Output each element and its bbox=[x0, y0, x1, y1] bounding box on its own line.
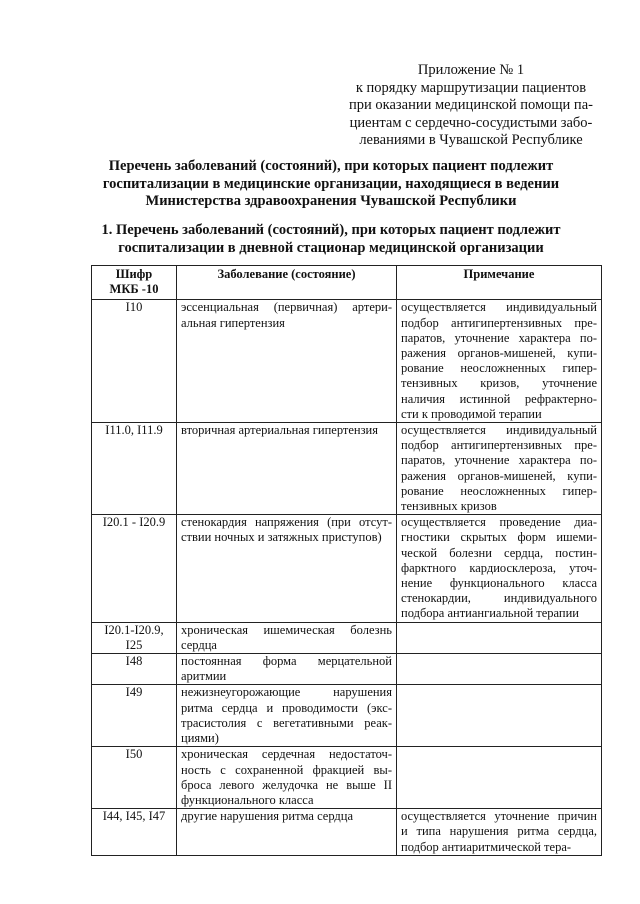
table-row bbox=[92, 809, 602, 856]
note-line: ражения органов-мишеней, купи- bbox=[401, 468, 597, 483]
code-line: I44, I45, I47 bbox=[102, 809, 166, 824]
note-line: подбора антиангиальной терапии bbox=[401, 606, 579, 621]
note-line: осуществляется индивидуальный bbox=[401, 423, 597, 438]
note-line: фарктного кардиосклероза, уточ- bbox=[401, 560, 597, 575]
code-line: I49 bbox=[125, 685, 143, 700]
cell-note bbox=[397, 654, 602, 685]
appendix-line: Приложение № 1 bbox=[417, 62, 525, 78]
disease-line: ритма сердца и проводимости (экс- bbox=[181, 700, 392, 715]
disease-line: эссенциальная (первичная) артери- bbox=[181, 300, 392, 315]
header-code-line: Шифр bbox=[115, 267, 153, 281]
note-line: и типа нарушения ритма сердца, bbox=[401, 824, 597, 839]
disease-line: стенокардия напряжения (при отсут- bbox=[181, 515, 392, 530]
note-line: ческой болезни сердца, постин- bbox=[401, 545, 597, 560]
main-heading-line: Перечень заболеваний (состояний), при которых пациент подлежит bbox=[108, 158, 554, 174]
disease-line: постоянная форма мерцательной bbox=[181, 654, 392, 669]
note-line: ражения органов-мишеней, купи- bbox=[401, 346, 597, 361]
note-line: сти к проводимой терапии bbox=[401, 406, 542, 421]
section-heading-line: 1. Перечень заболеваний (состояний), при которых пациент подлежит bbox=[101, 222, 561, 238]
disease-line: хроническая сердечная недостаточ- bbox=[181, 747, 392, 762]
note-line: подбор антигипертензивных пре- bbox=[401, 315, 597, 330]
section-heading-line: госпитализации в дневной стационар медицинской организации bbox=[118, 239, 544, 256]
cell-disease bbox=[177, 622, 397, 653]
note-line: осуществляется проведение диа- bbox=[401, 515, 597, 530]
note-line: нение функционального класса bbox=[401, 576, 597, 591]
cell-note bbox=[397, 515, 602, 622]
appendix-line: при оказании медицинской помощи па- bbox=[349, 97, 593, 113]
table-body bbox=[92, 300, 602, 855]
cell-code bbox=[92, 515, 177, 622]
cell-code bbox=[92, 423, 177, 515]
disease-line: ность с сохраненной фракцией вы- bbox=[181, 762, 392, 777]
main-heading-line: Министерства здравоохранения Чувашской Республики bbox=[145, 193, 517, 209]
note-line: подбор антигипертензивных пре- bbox=[401, 438, 597, 453]
note-line: подбор антиаритмической тера- bbox=[401, 839, 572, 854]
disease-line: хроническая ишемическая болезнь bbox=[181, 622, 392, 637]
code-line: I20.1-I20.9, bbox=[104, 622, 164, 637]
note-line: рование неосложненных гипер- bbox=[401, 483, 597, 498]
table-row bbox=[92, 685, 602, 747]
appendix-line: циентам с сердечно-сосудистыми забо- bbox=[349, 114, 593, 131]
note-line: рование неосложненных гипер- bbox=[401, 361, 597, 376]
disease-line: нежизнеугорожающие нарушения bbox=[181, 685, 392, 700]
disease-line: циями) bbox=[181, 731, 219, 746]
note-line: паратов, уточнение характера по- bbox=[401, 453, 597, 468]
disease-line: альная гипертензия bbox=[181, 315, 285, 330]
disease-line: другие нарушения ритма сердца bbox=[181, 809, 354, 824]
cell-note bbox=[397, 809, 602, 856]
cell-disease bbox=[177, 300, 397, 423]
cell-disease bbox=[177, 809, 397, 856]
table-row bbox=[92, 622, 602, 653]
appendix-line: леваниями в Чувашской Республике bbox=[359, 132, 583, 148]
cell-code bbox=[92, 300, 177, 423]
cell-disease bbox=[177, 685, 397, 747]
code-line: I11.0, I11.9 bbox=[105, 423, 163, 438]
cell-code bbox=[92, 685, 177, 747]
note-line: стенокардии, индивидуального bbox=[401, 591, 597, 606]
cell-code bbox=[92, 654, 177, 685]
note-line: тензивных кризов bbox=[401, 499, 497, 514]
note-line: осуществляется уточнение причин bbox=[401, 809, 597, 824]
main-heading bbox=[60, 158, 602, 211]
code-line: I48 bbox=[125, 654, 143, 669]
cell-disease bbox=[177, 654, 397, 685]
note-line: наличия истинной рефрактерно- bbox=[401, 391, 597, 406]
cell-note bbox=[397, 747, 602, 809]
cell-note bbox=[397, 423, 602, 515]
cell-note bbox=[397, 622, 602, 653]
header-code-line: МКБ -10 bbox=[109, 282, 159, 297]
table-row bbox=[92, 515, 602, 622]
header-note: Примечание bbox=[397, 266, 602, 300]
cell-code bbox=[92, 622, 177, 653]
code-line: I50 bbox=[125, 747, 143, 762]
table-header-row bbox=[92, 266, 602, 300]
header-disease: Заболевание (состояние) bbox=[177, 266, 397, 300]
cell-code bbox=[92, 747, 177, 809]
disease-line: вторичная артериальная гипертензия bbox=[181, 423, 378, 438]
disease-line: аритмии bbox=[181, 669, 227, 684]
code-line: I25 bbox=[125, 637, 143, 652]
note-line: паратов, уточнение характера по- bbox=[401, 330, 597, 345]
appendix-line: к порядку маршрутизации пациентов bbox=[355, 79, 587, 96]
note-line: осуществляется индивидуальный bbox=[401, 300, 597, 315]
disease-line: функционального класса bbox=[181, 792, 314, 807]
table-row bbox=[92, 423, 602, 515]
cell-note bbox=[397, 685, 602, 747]
cell-code bbox=[92, 809, 177, 856]
code-line: I10 bbox=[125, 300, 143, 315]
cell-disease bbox=[177, 515, 397, 622]
cell-disease bbox=[177, 423, 397, 515]
table-row bbox=[92, 654, 602, 685]
cell-note bbox=[397, 300, 602, 423]
code-line: I20.1 - I20.9 bbox=[102, 515, 166, 530]
appendix-note bbox=[340, 62, 602, 150]
header-code bbox=[92, 266, 177, 300]
table-row bbox=[92, 300, 602, 423]
disease-line: ствии ночных и затяжных приступов) bbox=[181, 530, 382, 545]
disease-line: трасистолия с вегетативными реак- bbox=[181, 715, 392, 730]
main-heading-line: госпитализации в медицинские организации, находящиеся в ведении bbox=[102, 175, 560, 192]
section-heading bbox=[60, 222, 602, 257]
note-line: гностики скрытых форм ишеми- bbox=[401, 530, 597, 545]
diseases-table bbox=[91, 265, 602, 856]
table-row bbox=[92, 747, 602, 809]
cell-disease bbox=[177, 747, 397, 809]
disease-line: сердца bbox=[181, 637, 217, 652]
note-line: тензивных кризов, уточнение bbox=[401, 376, 597, 391]
disease-line: броса левого желудочка не выше II bbox=[181, 777, 392, 792]
